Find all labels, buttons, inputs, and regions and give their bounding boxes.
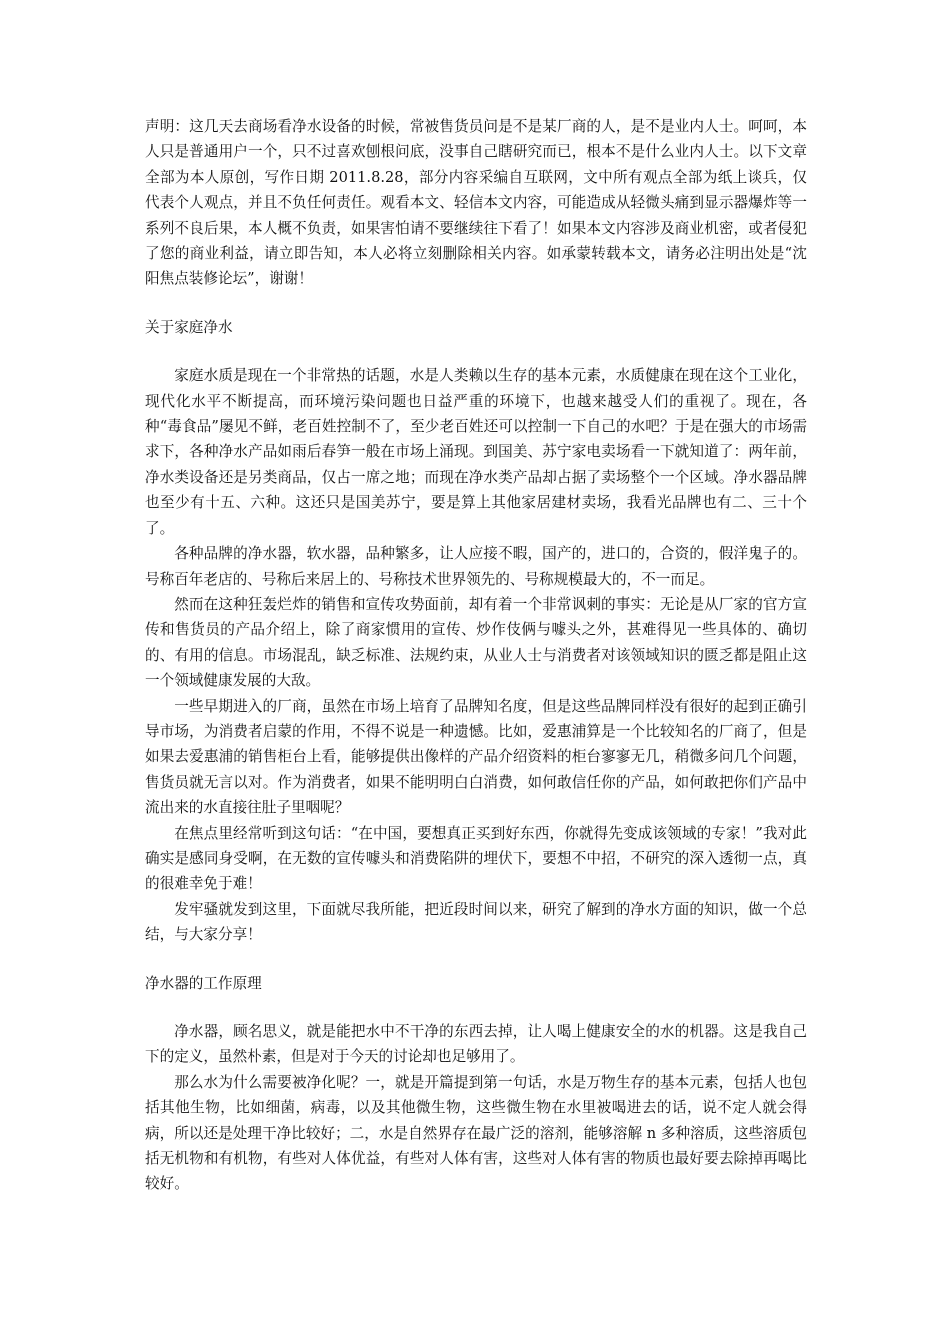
body-paragraph: 净水器，顾名思义，就是能把水中不干净的东西去掉，让人喝上健康安全的水的机器。这是我自己下的定义，虽然朴素，但是对于今天的讨论却也足够用了。 — [145, 1023, 807, 1066]
body-paragraph: 发牢骚就发到这里，下面就尽我所能，把近段时间以来，研究了解到的净水方面的知识，做一个总结，与大家分享！ — [145, 900, 807, 944]
section-body-working-principle — [145, 1019, 807, 1197]
body-paragraph: 各种品牌的净水器，软水器，品种繁多，让人应接不暇，国产的，进口的，合资的，假洋鬼子的。号称百年老店的、号称后来居上的、号称技术世界领先的、号称规模最大的，不一而足。 — [145, 545, 807, 588]
document-page — [145, 114, 807, 1197]
section-body-home-water — [145, 363, 807, 947]
section-heading-home-water: 关于家庭净水 — [145, 318, 233, 336]
section-heading-working-principle: 净水器的工作原理 — [145, 974, 262, 992]
body-paragraph: 家庭水质是现在一个非常热的话题，水是人类赖以生存的基本元素，水质健康在现在这个工业化，现代化水平不断提高，而环境污染问题也日益严重的环境下，也越来越受人们的重视了。现在，各种“毒食品”屡见不鲜，老百姓控制不了，至少老百姓还可以控制一下自己的水吧？于是在强大的市场需求下，各种净水产品如雨后春笋一般在市场上涌现。到国美、苏宁家电卖场看一下就知道了：两年前，净水类设备还是另类商品，仅占一席之地；而现在净水类产品却占据了卖场整个一个区域。净水器品牌也至少有十五、六种。这还只是国美苏宁，要是算上其他家居建材卖场，我看光品牌也有二、三十个了。 — [145, 367, 807, 537]
body-paragraph: 然而在这种狂轰烂炸的销售和宣传攻势面前，却有着一个非常讽刺的事实：无论是从厂家的官方宣传和售货员的产品介绍上，除了商家惯用的宣传、炒作伎俩与噱头之外，甚难得见一些具体的、确切的、有用的信息。市场混乱，缺乏标准、法规约束，从业人士与消费者对该领域知识的匮乏都是阻止这一个领域健康发展的大敌。 — [145, 595, 807, 690]
body-paragraph: 那么水为什么需要被净化呢？一，就是开篇提到第一句话，水是万物生存的基本元素，包括人也包括其他生物，比如细菌，病毒，以及其他微生物，这些微生物在水里被喝进去的话，说不定人就会得病，所以还是处理干净比较好；二，水是自然界存在最广泛的溶剂，能够溶解 n 多种溶质，这些溶质包括无机物和有机物，有些对人体优益，有些对人体有害，这些对人体有害的物质也最好要去除掉再喝比较好。 — [145, 1073, 807, 1193]
disclaimer-paragraph: 声明：这几天去商场看净水设备的时候，常被售货员问是不是某厂商的人，是不是业内人士。呵呵，本人只是普通用户一个，只不过喜欢刨根问底，没事自己瞎研究而已，根本不是什么业内人士。以下文章全部为本人原创，写作日期 2011.8.28，部分内容采编自互联网，文中所有观点全部为纸上谈兵，仅代表个人观点，并且不负任何责任。观看本文、轻信本文内容，可能造成从轻微头痛到显示器爆炸等一系列不良后果，本人概不负责，如果害怕请不要继续往下看了！如果本文内容涉及商业机密，或者侵犯了您的商业利益，请立即告知，本人必将立刻删除相关内容。如承蒙转载本文，请务必注明出处是“沈阳焦点装修论坛”，谢谢！ — [145, 118, 807, 288]
body-paragraph: 在焦点里经常听到这句话：“在中国，要想真正买到好东西，你就得先变成该领域的专家！”我对此确实是感同身受啊，在无数的宣传噱头和消费陷阱的埋伏下，要想不中招，不研究的深入透彻一点，真的很难幸免于难！ — [145, 824, 807, 893]
body-paragraph: 一些早期进入的厂商，虽然在市场上培育了品牌知名度，但是这些品牌同样没有很好的起到正确引导市场，为消费者启蒙的作用，不得不说是一种遗憾。比如，爱惠浦算是一个比较知名的厂商了，但是如果去爱惠浦的销售柜台上看，能够提供出像样的产品介绍资料的柜台寥寥无几，稍微多问几个问题，售货员就无言以对。作为消费者，如果不能明明白白消费，如何敢信任你的产品，如何敢把你们产品中流出来的水直接往肚子里咽呢？ — [145, 697, 807, 817]
